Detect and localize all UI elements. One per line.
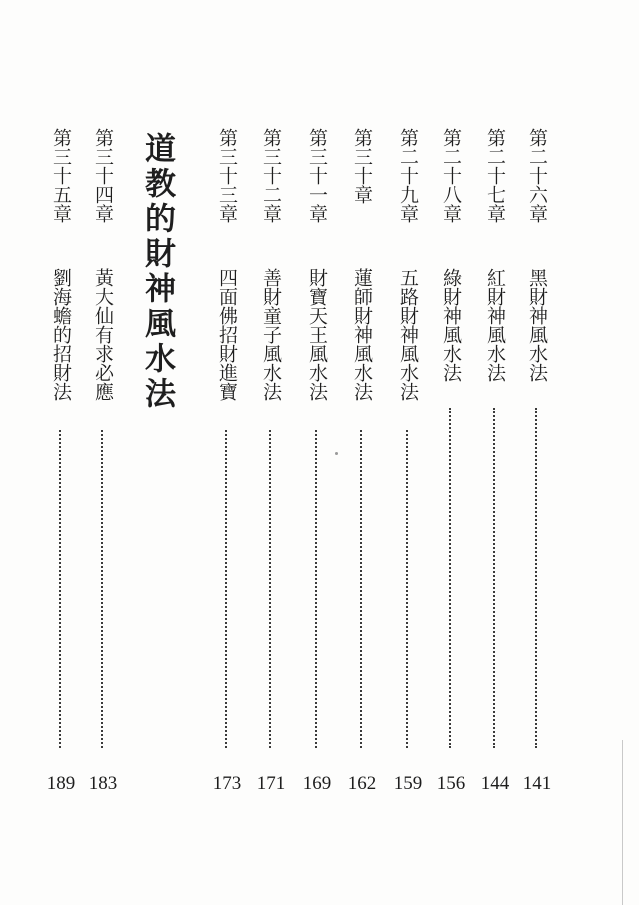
page-number: 156: [436, 773, 466, 794]
page-number: 171: [256, 773, 286, 794]
page-number: 173: [212, 773, 242, 794]
page-edge-line: [622, 740, 623, 905]
section-heading: [136, 132, 178, 412]
leader-dots: [493, 408, 497, 748]
leader-dots: [315, 430, 319, 748]
chapter-title: 蓮師財神風水法: [351, 268, 373, 401]
page-number: 159: [393, 773, 423, 794]
chapter-label: 第三十章: [351, 128, 373, 204]
chapter-title: 黃大仙有求必應: [92, 268, 114, 401]
chapter-title: 綠財神風水法: [440, 268, 462, 382]
chapter-label: 第三十五章: [50, 128, 72, 223]
chapter-label: 第三十二章: [260, 128, 282, 223]
chapter-label: 第二十六章: [526, 128, 548, 223]
leader-dots: [535, 408, 539, 748]
chapter-label: 第二十七章: [484, 128, 506, 223]
leader-dots: [360, 430, 364, 748]
chapter-label: 第三十一章: [306, 128, 328, 223]
chapter-label: 第二十九章: [397, 128, 419, 223]
page-number: 141: [522, 773, 552, 794]
leader-dots: [449, 408, 453, 748]
leader-dots: [269, 430, 273, 748]
page-number: 144: [480, 773, 510, 794]
page-number: 169: [302, 773, 332, 794]
section-heading-text: 道教的財神風水法: [139, 132, 175, 412]
leader-dots: [406, 430, 410, 748]
scan-speck: [335, 452, 338, 455]
leader-dots: [59, 430, 63, 748]
chapter-label: 第二十八章: [440, 128, 462, 223]
chapter-label: 第三十三章: [216, 128, 238, 223]
chapter-title: 紅財神風水法: [484, 268, 506, 382]
chapter-title: 黑財神風水法: [526, 268, 548, 382]
chapter-title: 五路財神風水法: [397, 268, 419, 401]
chapter-title: 善財童子風水法: [260, 268, 282, 401]
chapter-title: 財寶天王風水法: [306, 268, 328, 401]
leader-dots: [225, 430, 229, 748]
leader-dots: [101, 430, 105, 748]
page-number: 162: [347, 773, 377, 794]
chapter-title: 四面佛招財進寶: [216, 268, 238, 401]
page-number: 189: [46, 773, 76, 794]
chapter-title: 劉海蟾的招財法: [50, 268, 72, 401]
chapter-label: 第三十四章: [92, 128, 114, 223]
page-number: 183: [88, 773, 118, 794]
